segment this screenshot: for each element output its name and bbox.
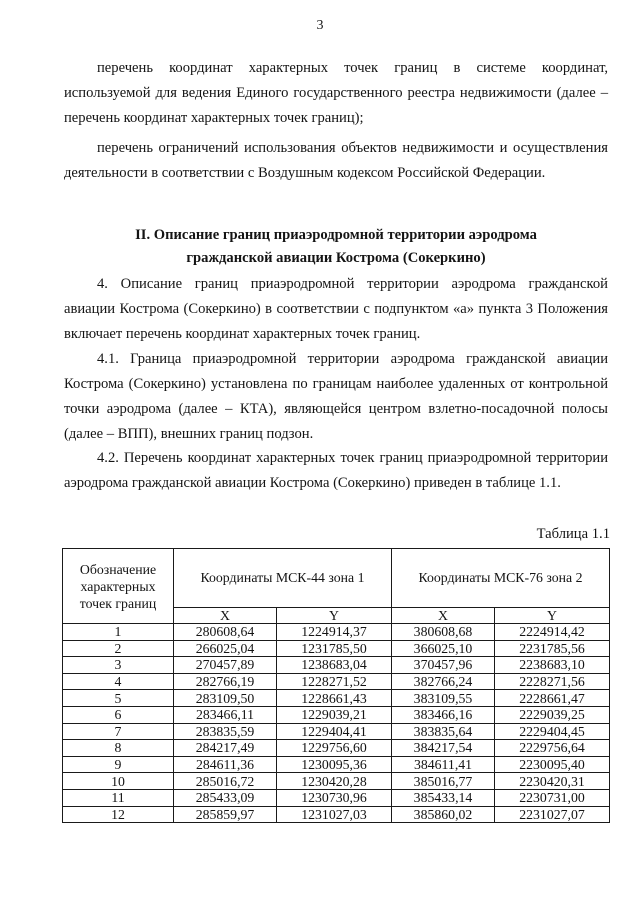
table-cell-x1: 285859,97 <box>174 806 277 823</box>
table-cell-y2: 2238683,10 <box>495 657 610 674</box>
table-cell-y1: 1231785,50 <box>277 640 392 657</box>
table-cell-n: 2 <box>63 640 174 657</box>
table-cell-y2: 2228661,47 <box>495 690 610 707</box>
table-cell-x1: 283835,59 <box>174 723 277 740</box>
table-cell-n: 6 <box>63 706 174 723</box>
column-header-x-msk44: X <box>174 607 277 623</box>
column-header-point-label: Обозначение характерных точек границ <box>63 549 174 624</box>
table-cell-n: 7 <box>63 723 174 740</box>
table-cell-x1: 266025,04 <box>174 640 277 657</box>
coordinates-table <box>62 548 610 823</box>
table-cell-x2: 385860,02 <box>391 806 494 823</box>
table-cell-x2: 383109,55 <box>391 690 494 707</box>
table-cell-x1: 283466,11 <box>174 706 277 723</box>
column-header-x-msk76: X <box>391 607 494 623</box>
table-cell-x1: 280608,64 <box>174 624 277 641</box>
column-header-y-msk44: Y <box>277 607 392 623</box>
table-cell-x1: 270457,89 <box>174 657 277 674</box>
table-cell-y1: 1224914,37 <box>277 624 392 641</box>
table-cell-y1: 1230420,28 <box>277 773 392 790</box>
paragraph-4-2: 4.2. Перечень координат характерных точек границ приаэродромной территории аэродрома гражданской авиации Кострома (Сокеркино) приведен в таблице 1.1. <box>64 450 608 491</box>
table-row <box>63 789 610 806</box>
table-row <box>63 657 610 674</box>
table-row <box>63 756 610 773</box>
table-cell-n: 8 <box>63 740 174 757</box>
section-heading-line-2: гражданской авиации Кострома (Сокеркино) <box>186 250 486 266</box>
table-cell-x2: 384217,54 <box>391 740 494 757</box>
table-cell-x2: 383835,64 <box>391 723 494 740</box>
table-cell-x2: 366025,10 <box>391 640 494 657</box>
table-cell-x2: 385016,77 <box>391 773 494 790</box>
table-cell-n: 11 <box>63 789 174 806</box>
table-cell-y2: 2230731,00 <box>495 789 610 806</box>
table-cell-y1: 1228661,43 <box>277 690 392 707</box>
paragraph-restrictions-list: перечень ограничений использования объектов недвижимости и осуществления деятельности в соответствии с Воздушным кодексом Российской Федерации. <box>64 140 608 181</box>
table-cell-y1: 1230095,36 <box>277 756 392 773</box>
table-cell-y2: 2231785,56 <box>495 640 610 657</box>
table-cell-y1: 1230730,96 <box>277 789 392 806</box>
table-cell-y2: 2229404,45 <box>495 723 610 740</box>
table-cell-y1: 1229039,21 <box>277 706 392 723</box>
table-row <box>63 690 610 707</box>
table-cell-x1: 285016,72 <box>174 773 277 790</box>
table-cell-y2: 2230095,40 <box>495 756 610 773</box>
table-row <box>63 624 610 641</box>
table-cell-n: 12 <box>63 806 174 823</box>
table-cell-y2: 2229039,25 <box>495 706 610 723</box>
table-row <box>63 673 610 690</box>
table-cell-n: 9 <box>63 756 174 773</box>
table-row <box>63 773 610 790</box>
table-body <box>63 624 610 823</box>
column-header-msk44: Координаты МСК-44 зона 1 <box>174 549 392 608</box>
table-cell-x1: 284217,49 <box>174 740 277 757</box>
section-heading-line-1: II. Описание границ приаэродромной территории аэродрома <box>135 227 537 243</box>
paragraph-4-1: 4.1. Граница приаэродромной территории аэродрома гражданской авиации Кострома (Сокеркино) установлена по границам наиболее удаленных от контрольной точки аэродрома (далее – КТА), являющейся центром взлетно-посадочной полосы (далее – ВПП), внешних границ подзон. <box>64 351 608 442</box>
table-cell-x1: 285433,09 <box>174 789 277 806</box>
table-cell-x2: 370457,96 <box>391 657 494 674</box>
table-cell-n: 4 <box>63 673 174 690</box>
table-cell-n: 3 <box>63 657 174 674</box>
table-cell-y2: 2231027,07 <box>495 806 610 823</box>
table-cell-y2: 2228271,56 <box>495 673 610 690</box>
table-cell-x1: 283109,50 <box>174 690 277 707</box>
table-cell-x2: 380608,68 <box>391 624 494 641</box>
paragraph-coordinates-list: перечень координат характерных точек границ в системе координат, используемой для ведения Единого государственного реестра недвижимости (далее – перечень координат характерных точек границ); <box>64 60 608 126</box>
column-header-msk76: Координаты МСК-76 зона 2 <box>391 549 609 608</box>
table-cell-y1: 1229756,60 <box>277 740 392 757</box>
table-cell-y2: 2224914,42 <box>495 624 610 641</box>
table-cell-n: 10 <box>63 773 174 790</box>
table-cell-y1: 1238683,04 <box>277 657 392 674</box>
table-cell-y2: 2229756,64 <box>495 740 610 757</box>
column-header-y-msk76: Y <box>495 607 610 623</box>
table-cell-y2: 2230420,31 <box>495 773 610 790</box>
table-row <box>63 723 610 740</box>
table-row <box>63 740 610 757</box>
table-cell-x1: 284611,36 <box>174 756 277 773</box>
paragraph-4: 4. Описание границ приаэродромной территории аэродрома гражданской авиации Кострома (Сокеркино) в соответствии с подпунктом «а» пункта 3 Положения включает перечень координат характерных точек границ. <box>64 276 608 342</box>
table-cell-x2: 383466,16 <box>391 706 494 723</box>
page-number: 3 <box>316 18 324 33</box>
table-cell-y1: 1229404,41 <box>277 723 392 740</box>
table-row <box>63 706 610 723</box>
table-cell-x2: 385433,14 <box>391 789 494 806</box>
table-caption: Таблица 1.1 <box>536 526 610 542</box>
section-heading <box>64 224 608 270</box>
table-cell-x2: 382766,24 <box>391 673 494 690</box>
table-cell-y1: 1228271,52 <box>277 673 392 690</box>
table-cell-x1: 282766,19 <box>174 673 277 690</box>
table-cell-y1: 1231027,03 <box>277 806 392 823</box>
table-row <box>63 806 610 823</box>
table-cell-x2: 384611,41 <box>391 756 494 773</box>
table-cell-n: 1 <box>63 624 174 641</box>
table-row <box>63 640 610 657</box>
table-cell-n: 5 <box>63 690 174 707</box>
